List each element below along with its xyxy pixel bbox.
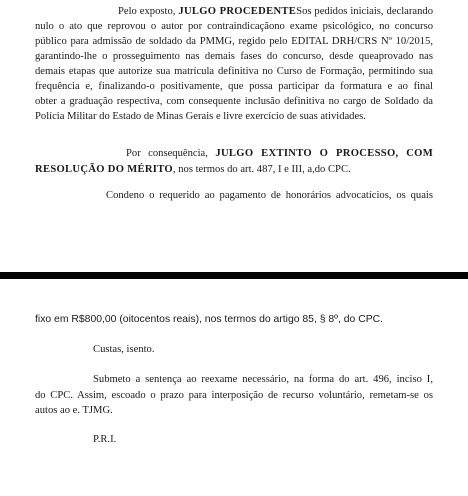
verdict-julgo-extinto: JULGO EXTINTO O PROCESSO, COM [215,148,433,159]
paragraph-procedente-line-6: frequência e, finalizando-o positivamente, que possa participar da formatura e ao final [35,81,433,92]
paragraph-procedente-line-5: demais etapas que autorize sua matrícula definitiva no Curso de Formação, permitindo sua [35,66,433,77]
paragraph-procedente-line-2: nulo o ato que reprovou o autor por contraindicaçãono exame psicológico, no concurso [35,21,433,32]
paragraph-procedente-line-8: Polícia Militar do Estado de Minas Gerais e livre exercício de suas atividades. [35,111,366,122]
text-por-consequencia: Por consequência, [126,148,216,159]
verdict-resolucao-merito: RESOLUÇÃO DO MÉRITO [35,164,173,175]
paragraph-fixo-line: fixo em R$800,00 (oitocentos reais), nos termos do artigo 85, § 8º, do CPC. [35,314,384,325]
paragraph-honorarios-line-1: Condeno o requerido ao pagamento de honorários advocatícios, os quais [106,190,433,201]
paragraph-custas: Custas, isento. [93,344,155,355]
paragraph-procedente-line-1 [118,4,433,20]
paragraph-extinto-line-1 [126,146,433,162]
text-pedidos-iniciais: Sos pedidos iniciais, declarando [296,6,433,17]
paragraph-procedente-line-7: obter a graduação respectiva, com consequente inclusão definitiva no cargo de Soldado da [35,96,433,107]
page-break-separator [0,272,468,279]
paragraph-procedente-line-4: garantindo-lhe o prosseguimento nas demais fases do concurso, desde queaprovado nas [35,51,433,62]
closing-pri: P.R.I. [93,434,117,445]
paragraph-reexame-line-3: autos ao e. TJMG. [35,405,113,416]
paragraph-extinto-line-2 [35,162,433,178]
verdict-julgo-procedente: JULGO PROCEDENTE [178,6,297,17]
paragraph-reexame-line-1: Submeto a sentença ao reexame necessário, na forma do art. 496, inciso I, [93,374,433,385]
paragraph-procedente-line-3: público para admissão de soldado da PMMG, regido pelo EDITAL DRH/CRS Nº 10/2015, [35,36,433,47]
paragraph-reexame-line-2: do CPC. Assim, escoado o prazo para interposição de recurso voluntário, remetam-se os [35,390,433,401]
text-termos-art-487: , nos termos do art. 487, I e III, a,do CPC. [172,164,351,175]
text-pelo-exposto: Pelo exposto, [118,6,179,17]
